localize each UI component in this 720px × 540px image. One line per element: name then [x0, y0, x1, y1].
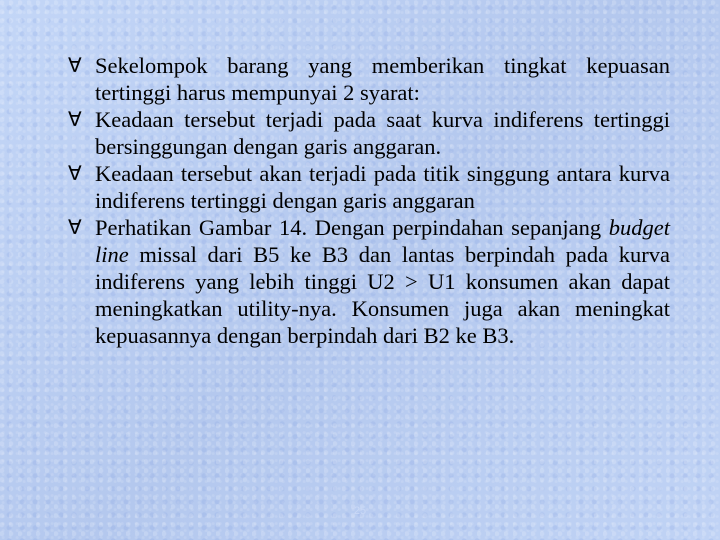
bullet-text: Sekelompok barang yang memberikan tingkat kepuasan tertinggi harus mempunyai 2 syarat:: [95, 53, 670, 105]
bullet-text-segment: Perhatikan Gambar 14. Dengan perpindahan sepanjang: [95, 215, 609, 240]
bullet-item: [68, 52, 670, 106]
bullet-text: [95, 215, 670, 348]
for-all-bullet-icon: ∀: [68, 107, 82, 131]
bullet-text: Keadaan tersebut akan terjadi pada titik singgung antara kurva indiferens tertinggi dengan garis anggaran: [95, 161, 670, 213]
page-number: 25: [353, 505, 367, 517]
bullet-list: [68, 52, 670, 349]
bullet-item: [68, 214, 670, 349]
for-all-bullet-icon: ∀: [68, 53, 82, 77]
budget-line-term: budget line: [95, 215, 670, 267]
bullet-item: [68, 106, 670, 160]
bullet-text: Keadaan tersebut terjadi pada saat kurva indiferens tertinggi bersinggungan dengan garis anggaran.: [95, 107, 670, 159]
bullet-text-segment: missal dari B5 ke B3 dan lantas berpindah pada kurva indiferens yang lebih tinggi U2 > U1 konsumen akan dapat meningkatkan utility-nya. Konsumen juga akan meningkat kepuasannya dengan berpindah dari B2 ke B3.: [95, 242, 670, 348]
bullet-item: [68, 160, 670, 214]
for-all-bullet-icon: ∀: [68, 161, 82, 185]
for-all-bullet-icon: ∀: [68, 215, 82, 239]
